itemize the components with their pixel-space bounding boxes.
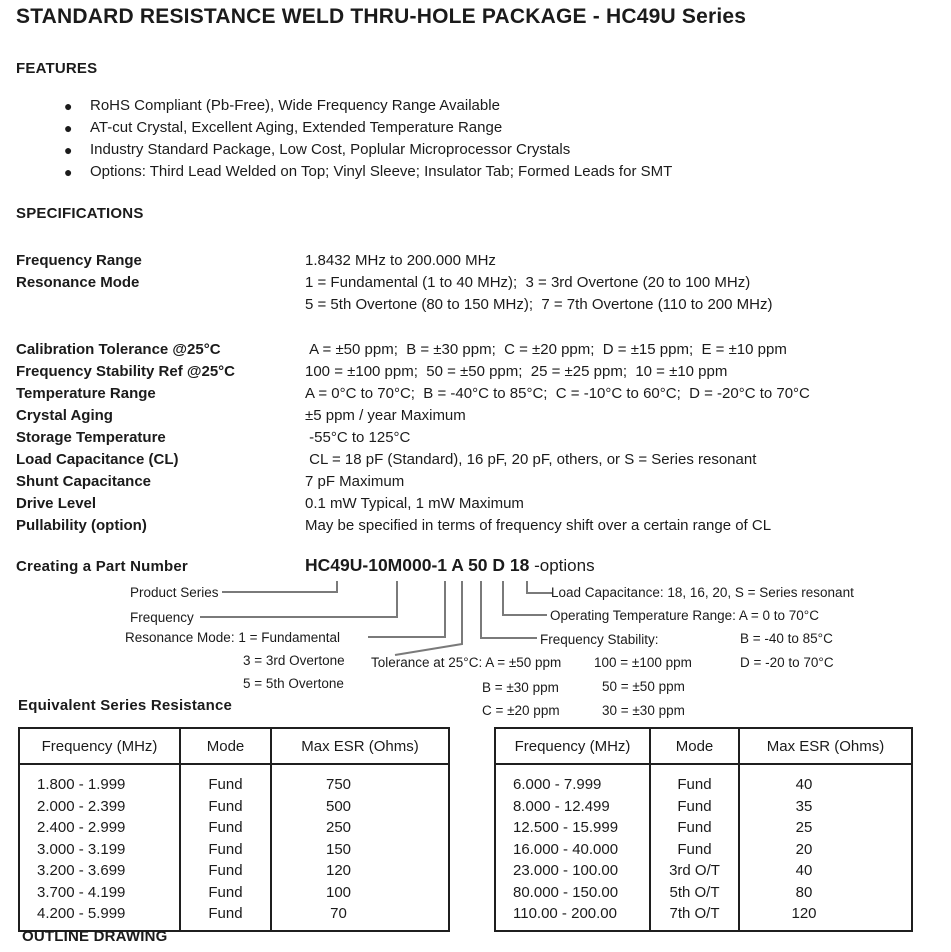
page-title: STANDARD RESISTANCE WELD THRU-HOLE PACKAGE - HC49U Series (16, 5, 747, 28)
label-temp-range-d: D = -20 to 70°C (740, 655, 834, 670)
frequency-cell: 3.200 - 3.699 (37, 862, 126, 879)
label-resonance-3rd: 3 = 3rd Overtone (243, 653, 345, 668)
table-row (19, 860, 449, 882)
spec-label: Temperature Range (16, 385, 156, 402)
frequency-cell: 1.800 - 1.999 (37, 776, 126, 793)
spec-row (16, 361, 946, 383)
column-header-mode: Mode (180, 728, 271, 764)
spec-label: Frequency Range (16, 252, 142, 269)
mode-cell: Fund (180, 839, 271, 861)
esr-cell: 750 (271, 764, 449, 796)
spec-value: May be specified in terms of frequency shift over a certain range of CL (305, 517, 772, 534)
spec-value: 7 pF Maximum (305, 473, 405, 490)
spec-label: Shunt Capacitance (16, 473, 152, 490)
frequency-cell: 3.000 - 3.199 (37, 840, 126, 858)
column-header-frequency: Frequency (MHz) (495, 728, 650, 764)
table-row (495, 882, 912, 904)
table-row (495, 817, 912, 839)
feature-text: Options: Third Lead Welded on Top; Vinyl Sleeve; Insulator Tab; Formed Leads for SMT (90, 163, 673, 180)
spec-value: -55°C to 125°C (305, 429, 411, 446)
label-tolerance: Tolerance at 25°C: A = ±50 ppm (371, 655, 562, 670)
spec-label: Pullability (option) (16, 517, 147, 534)
bullet-icon: ● (64, 120, 73, 136)
frequency-cell: 8.000 - 12.499 (513, 797, 610, 815)
part-number-heading: Creating a Part Number (16, 558, 188, 575)
esr-cell: 40 (739, 764, 912, 796)
spec-row (16, 471, 946, 493)
table-row (19, 817, 449, 839)
esr-cell: 25 (739, 817, 912, 839)
spec-label: Crystal Aging (16, 407, 113, 424)
spec-value: 100 = ±100 ppm; 50 = ±50 ppm; 25 = ±25 ppm; 10 = ±10 ppm (305, 363, 728, 380)
specifications-table (16, 250, 946, 537)
spec-row (16, 339, 946, 361)
feature-item (64, 139, 672, 161)
table-row (19, 882, 449, 904)
column-header-max-esr: Max ESR (Ohms) (739, 728, 912, 764)
spec-row (16, 250, 946, 272)
part-number-value (305, 555, 595, 576)
esr-cell: 80 (739, 882, 912, 904)
frequency-cell: 80.000 - 150.00 (513, 883, 619, 901)
spec-row (16, 449, 946, 471)
features-heading: FEATURES (16, 60, 98, 77)
mode-cell: 3rd O/T (650, 860, 739, 882)
column-header-frequency: Frequency (MHz) (19, 728, 180, 764)
frequency-cell: 2.000 - 2.399 (37, 797, 126, 815)
mode-cell: Fund (650, 764, 739, 796)
spec-label (16, 294, 305, 316)
spec-row (16, 294, 946, 316)
part-number-options-suffix: -options (529, 556, 595, 575)
label-frequency-stability: Frequency Stability: (540, 632, 659, 647)
mode-cell: Fund (180, 860, 271, 882)
table-row (495, 764, 912, 796)
spec-label: Storage Temperature (16, 429, 166, 446)
label-stability-50: 50 = ±50 ppm (602, 679, 685, 694)
esr-cell: 500 (271, 796, 449, 818)
label-temp-range-b: B = -40 to 85°C (740, 631, 833, 646)
feature-text: RoHS Compliant (Pb-Free), Wide Frequency Range Available (90, 97, 500, 114)
label-product-series: Product Series (130, 585, 219, 600)
frequency-cell: 4.200 - 5.999 (37, 905, 126, 922)
mode-cell: Fund (650, 839, 739, 861)
table-row (19, 764, 449, 796)
spec-value: A = ±50 ppm; B = ±30 ppm; C = ±20 ppm; D = ±15 ppm; E = ±10 ppm (305, 341, 787, 358)
spec-value: A = 0°C to 70°C; B = -40°C to 85°C; C = -10°C to 60°C; D = -20°C to 70°C (305, 385, 810, 402)
table-row (495, 860, 912, 882)
spec-label: Drive Level (16, 495, 97, 512)
table-row (19, 839, 449, 861)
mode-cell: Fund (650, 817, 739, 839)
table-header-row (495, 728, 912, 764)
feature-item (64, 95, 672, 117)
spec-value: 1 = Fundamental (1 to 40 MHz); 3 = 3rd Overtone (20 to 100 MHz) (305, 274, 751, 291)
mode-cell: 7th O/T (650, 903, 739, 931)
frequency-cell: 12.500 - 15.999 (513, 819, 619, 836)
column-header-max-esr: Max ESR (Ohms) (271, 728, 449, 764)
mode-cell: Fund (650, 796, 739, 818)
spec-row (16, 427, 946, 449)
esr-cell: 70 (271, 903, 449, 931)
specifications-heading: SPECIFICATIONS (16, 205, 144, 222)
label-stability-30: 30 = ±30 ppm (602, 703, 685, 718)
spec-row (16, 493, 946, 515)
spec-value: 0.1 mW Typical, 1 mW Maximum (305, 495, 524, 512)
spec-label: Load Capacitance (CL) (16, 451, 179, 468)
table-row (19, 903, 449, 931)
esr-cell: 120 (271, 860, 449, 882)
bullet-icon: ● (64, 164, 73, 180)
esr-cell: 250 (271, 817, 449, 839)
feature-text: Industry Standard Package, Low Cost, Poplular Microprocessor Crystals (90, 141, 571, 158)
label-resonance-5th: 5 = 5th Overtone (243, 676, 344, 691)
mode-cell: Fund (180, 764, 271, 796)
outline-drawing-heading: OUTLINE DRAWING (22, 928, 168, 945)
spec-label: Resonance Mode (16, 274, 140, 291)
part-number-code: HC49U-10M000-1 A 50 D 18 (305, 555, 530, 575)
frequency-cell: 2.400 - 2.999 (37, 819, 126, 836)
features-list (64, 95, 672, 183)
esr-cell: 120 (739, 903, 912, 931)
spec-value: ±5 ppm / year Maximum (305, 407, 466, 424)
esr-cell: 40 (739, 860, 912, 882)
esr-table-left (18, 727, 450, 932)
frequency-cell: 23.000 - 100.00 (513, 862, 619, 879)
label-frequency: Frequency (130, 610, 194, 625)
spec-row (16, 515, 946, 537)
frequency-cell: 6.000 - 7.999 (513, 776, 602, 793)
feature-item (64, 161, 672, 183)
spec-label: Frequency Stability Ref @25°C (16, 363, 236, 380)
label-operating-temp-range: Operating Temperature Range: A = 0 to 70°C (550, 608, 819, 623)
frequency-cell: 110.00 - 200.00 (513, 905, 617, 922)
feature-text: AT-cut Crystal, Excellent Aging, Extended Temperature Range (90, 119, 503, 136)
frequency-cell: 16.000 - 40.000 (513, 840, 619, 858)
table-row (495, 796, 912, 818)
esr-cell: 35 (739, 796, 912, 818)
column-header-mode: Mode (650, 728, 739, 764)
label-resonance-mode: Resonance Mode: 1 = Fundamental (125, 630, 341, 645)
bullet-icon: ● (64, 98, 73, 114)
spec-row (16, 405, 946, 427)
esr-cell: 20 (739, 839, 912, 861)
spec-row (16, 272, 946, 294)
mode-cell: 5th O/T (650, 882, 739, 904)
spec-value: 5 = 5th Overtone (80 to 150 MHz); 7 = 7th Overtone (110 to 200 MHz) (305, 296, 773, 313)
frequency-cell: 3.700 - 4.199 (37, 883, 126, 901)
table-row (495, 903, 912, 931)
label-stability-100: 100 = ±100 ppm (594, 655, 692, 670)
esr-table-right (494, 727, 913, 932)
feature-item (64, 117, 672, 139)
spec-value: 1.8432 MHz to 200.000 MHz (305, 252, 496, 269)
bullet-icon: ● (64, 142, 73, 158)
spec-row (16, 383, 946, 405)
table-header-row (19, 728, 449, 764)
label-tolerance-c: C = ±20 ppm (482, 703, 560, 718)
label-tolerance-b: B = ±30 ppm (482, 680, 559, 695)
esr-heading: Equivalent Series Resistance (18, 697, 233, 714)
mode-cell: Fund (180, 817, 271, 839)
mode-cell: Fund (180, 903, 271, 931)
esr-cell: 100 (271, 882, 449, 904)
label-load-capacitance: Load Capacitance: 18, 16, 20, S = Series resonant (551, 585, 854, 600)
esr-cell: 150 (271, 839, 449, 861)
table-row (495, 839, 912, 861)
spec-value: CL = 18 pF (Standard), 16 pF, 20 pF, others, or S = Series resonant (305, 451, 757, 468)
mode-cell: Fund (180, 882, 271, 904)
spec-label: Calibration Tolerance @25°C (16, 341, 221, 358)
mode-cell: Fund (180, 796, 271, 818)
table-row (19, 796, 449, 818)
